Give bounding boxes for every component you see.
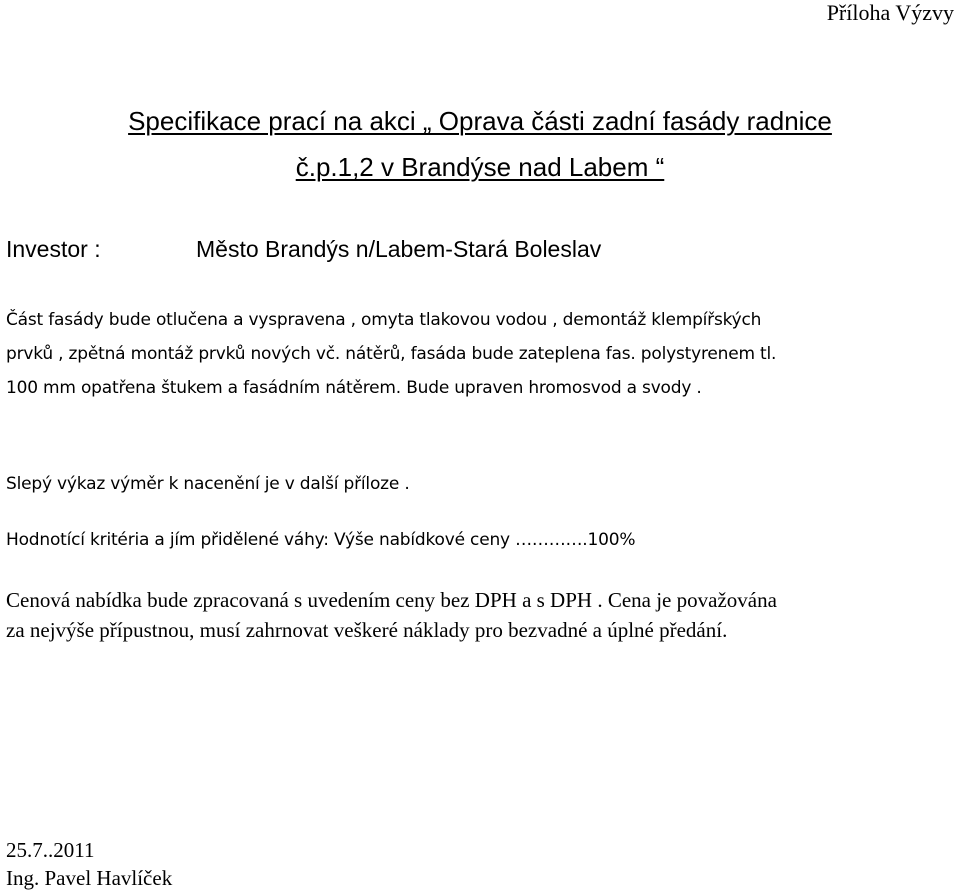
document-title-line-2: č.p.1,2 v Brandýse nad Labem “ [295, 152, 665, 182]
description-line-2: prvků , zpětná montáž prvků nových vč. nátěrů, fasáda bude zateplena fas. polystyrenem tl. [6, 344, 777, 364]
document-date: 25.7..2011 [6, 838, 95, 862]
investor-label: Investor : [6, 236, 101, 262]
price-offer-line-1: Cenová nabídka bude zpracovaná s uvedením ceny bez DPH a s DPH . Cena je považována [6, 588, 777, 612]
evaluation-criteria: Hodnotící kritéria a jím přidělené váhy: Výše nabídkové ceny ………….100% [6, 530, 636, 550]
bill-of-quantities-note: Slepý výkaz výměr k nacenění je v další příloze . [6, 474, 410, 494]
price-offer-line-2: za nejvýše přípustnou, musí zahrnovat veškeré náklady pro bezvadné a úplné předání. [6, 618, 728, 642]
document-title-line-1: Specifikace prací na akci „ Oprava části zadní fasády radnice [128, 106, 832, 136]
investor-value: Město Brandýs n/Labem-Stará Boleslav [196, 236, 602, 262]
description-line-1: Část fasády bude otlučena a vyspravena , omyta tlakovou vodou , demontáž klempířských [6, 310, 762, 330]
author-name: Ing. Pavel Havlíček [6, 866, 173, 890]
description-line-3: 100 mm opatřena štukem a fasádním nátěrem. Bude upraven hromosvod a svody . [6, 378, 702, 398]
appendix-label: Příloha Výzvy [826, 0, 954, 25]
